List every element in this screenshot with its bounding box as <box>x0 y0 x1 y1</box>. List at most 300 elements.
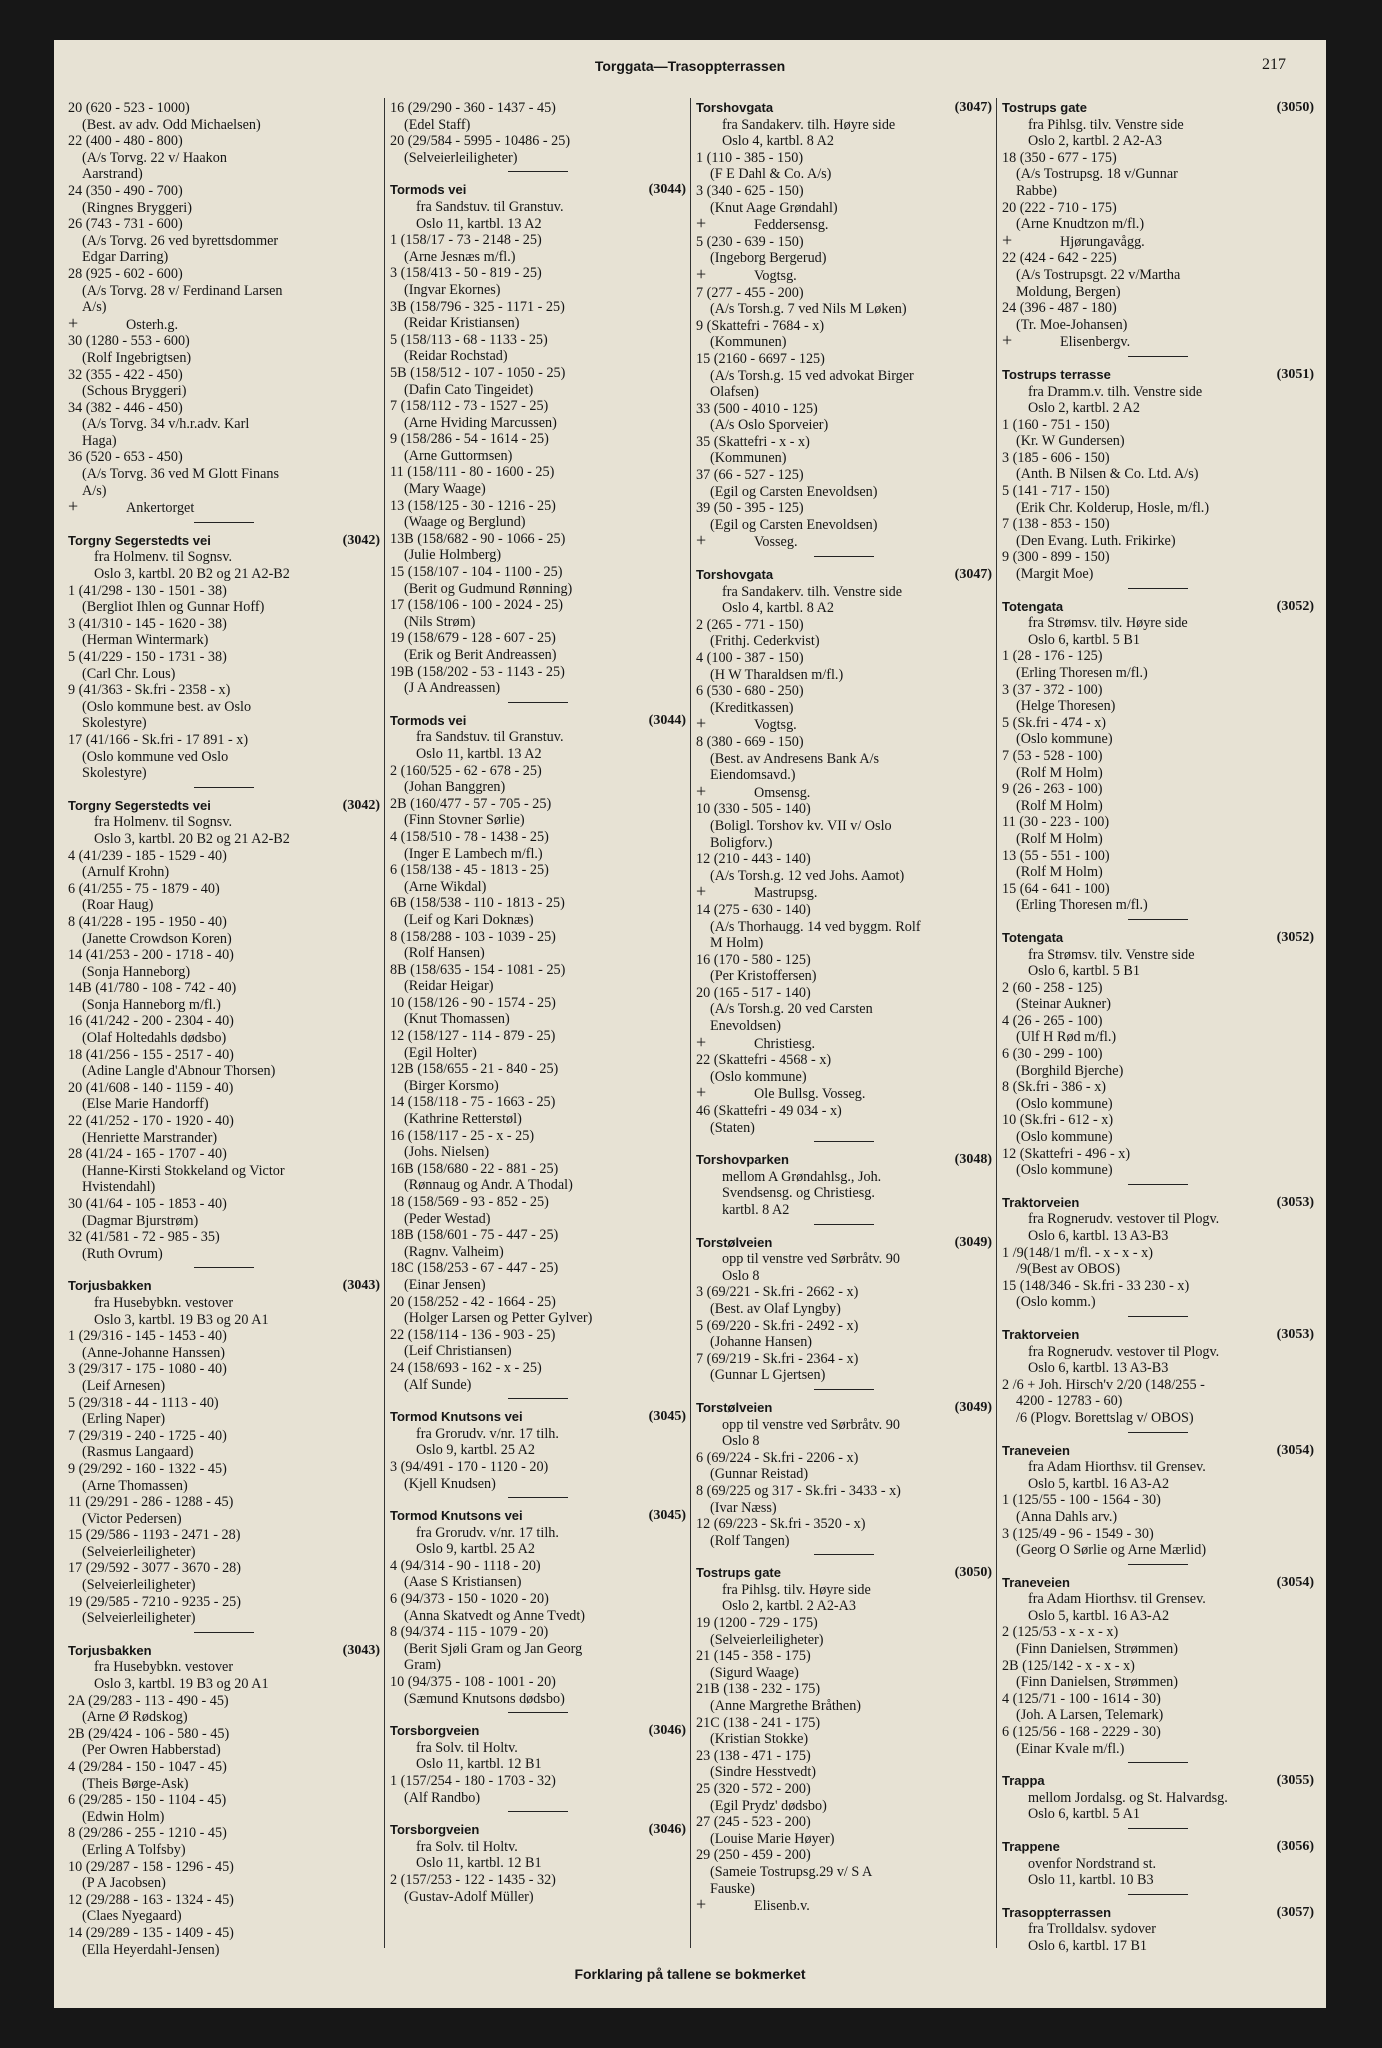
property-line: 19 (158/679 - 128 - 607 - 25) <box>390 630 556 647</box>
owner-line: (Arne Thomassen) <box>82 1477 188 1494</box>
street-description: mellom Jordalsg. og St. Halvardsg. <box>1028 1789 1228 1806</box>
owner-line: (Arne Hviding Marcussen) <box>404 414 557 431</box>
property-line: 1 /9(148/1 m/fl. - x - x - x) <box>1002 1244 1153 1261</box>
street-description: fra Strømsv. tilv. Venstre side <box>1028 946 1195 963</box>
property-line: 9 (41/363 - Sk.fri - 2358 - x) <box>68 682 231 699</box>
property-line: 6 (29/285 - 150 - 1104 - 45) <box>68 1792 227 1809</box>
owner-line: (Selveierleiligheter) <box>82 1543 196 1560</box>
street-number: (3057) <box>1276 1904 1314 1920</box>
property-line: 25 (320 - 572 - 200) <box>696 1781 811 1797</box>
property-line: 6 (158/138 - 45 - 1813 - 25) <box>390 862 549 879</box>
street-number: (3053) <box>1276 1194 1314 1210</box>
street-description: fra Adam Hiorthsv. til Grensev. <box>1028 1459 1206 1476</box>
street-name: Torshovgata <box>696 567 774 583</box>
property-line: 8 (41/228 - 195 - 1950 - 40) <box>68 913 227 930</box>
property-line: 12 (210 - 443 - 140) <box>696 851 811 868</box>
street-description: Oslo 9, kartbl. 25 A2 <box>416 1541 536 1558</box>
property-line: 20 (41/608 - 140 - 1159 - 40) <box>68 1079 234 1096</box>
separator-rule <box>1128 1564 1188 1565</box>
owner-line: (Egil Prydz' dødsbo) <box>710 1797 827 1814</box>
separator-rule <box>194 522 254 523</box>
owner-line: (Birger Korsmo) <box>404 1077 499 1094</box>
street-heading <box>1002 1773 1314 1790</box>
street-number: (3042) <box>342 532 380 548</box>
property-line: 12 (158/127 - 114 - 879 - 25) <box>390 1028 556 1045</box>
owner-line: 4200 - 12783 - 60) <box>1016 1393 1123 1410</box>
owner-line: (Sigurd Waage) <box>710 1664 799 1681</box>
property-line: 20 (620 - 523 - 1000) <box>68 100 190 116</box>
owner-line: (Reidar Heigar) <box>404 978 494 995</box>
owner-line: (Mary Waage) <box>404 481 486 498</box>
owner-line: (Johs. Nielsen) <box>404 1144 490 1161</box>
street-heading <box>68 533 380 550</box>
street-name: Tormods vei <box>390 712 467 728</box>
street-number: (3046) <box>648 1822 686 1838</box>
street-entry <box>696 100 992 557</box>
owner-line: Rabbe) <box>1016 182 1057 199</box>
street-description: Oslo 11, kartbl. 13 A2 <box>416 745 542 762</box>
owner-line: (Erik Chr. Kolderup, Hosle, m/fl.) <box>1016 499 1210 516</box>
street-description: fra Solv. til Holtv. <box>416 1838 518 1855</box>
owner-line: (Ingvar Ekornes) <box>404 281 501 298</box>
page-number: 217 <box>1262 56 1286 73</box>
street-description: Oslo 11, kartbl. 12 B1 <box>416 1855 542 1872</box>
property-line: 6B (158/538 - 110 - 1813 - 25) <box>390 895 565 912</box>
property-line: 5B (158/512 - 107 - 1050 - 25) <box>390 364 566 381</box>
owner-line: (A/s Torvg. 34 v/h.r.adv. Karl <box>82 416 250 433</box>
property-line: 10 (158/126 - 90 - 1574 - 25) <box>390 994 556 1011</box>
property-line: 24 (158/693 - 162 - x - 25) <box>390 1359 542 1376</box>
owner-line: (Oslo kommune) <box>1016 1129 1113 1146</box>
property-line: 15 (2160 - 6697 - 125) <box>696 350 825 367</box>
street-heading <box>1002 1443 1314 1460</box>
property-line: 18C (158/253 - 67 - 447 - 25) <box>390 1260 559 1277</box>
street-description: fra Pihlsg. tilv. Venstre side <box>1028 116 1184 133</box>
cross-street-icon: + <box>696 881 707 902</box>
owner-line: (Schous Bryggeri) <box>82 383 187 400</box>
owner-line: (Ulf H Rød m/fl.) <box>1016 1029 1117 1046</box>
owner-line: (Egil og Carsten Enevoldsen) <box>710 483 878 500</box>
owner-line: (Arne Guttormsen) <box>404 447 513 464</box>
property-line: 26 (743 - 731 - 600) <box>68 216 183 233</box>
property-line: 7 (53 - 528 - 100) <box>1002 747 1103 764</box>
owner-line: A/s) <box>82 482 107 499</box>
property-line: 14 (41/253 - 200 - 1718 - 40) <box>68 947 234 964</box>
property-line: 20 (158/252 - 42 - 1664 - 25) <box>390 1293 556 1310</box>
owner-line: (Ivar Næss) <box>710 1499 777 1516</box>
owner-line: (Knut Thomassen) <box>404 1011 510 1028</box>
owner-line: (Alf Randbo) <box>404 1789 481 1806</box>
owner-line: (Herman Wintermark) <box>82 632 209 649</box>
property-line: 4 (125/71 - 100 - 1614 - 30) <box>1002 1690 1161 1707</box>
street-entry <box>1002 930 1314 1185</box>
owner-line: (Alf Sunde) <box>404 1376 472 1393</box>
owner-line: (Louise Marie Høyer) <box>710 1830 835 1847</box>
street-description: opp til venstre ved Sørbråtv. 90 <box>722 1251 900 1268</box>
owner-line: (Selveierleiligheter) <box>404 149 518 166</box>
owner-line: (Ella Heyerdahl-Jensen) <box>82 1941 220 1958</box>
owner-line: (Kristian Stokke) <box>710 1731 809 1748</box>
street-number: (3050) <box>1276 100 1314 115</box>
property-line: 8 (158/288 - 103 - 1039 - 25) <box>390 928 556 945</box>
street-name: Torstølveien <box>696 1399 773 1415</box>
property-line: 33 (500 - 4010 - 125) <box>696 400 818 417</box>
street-number: (3049) <box>954 1399 992 1415</box>
owner-line: (Finn Danielsen, Strømmen) <box>1016 1674 1178 1691</box>
street-description: fra Rognerudv. vestover til Plogv. <box>1028 1211 1220 1228</box>
owner-line: (Oslo kommune) <box>1016 1095 1113 1112</box>
separator-rule <box>1128 1316 1188 1317</box>
street-heading <box>68 1278 380 1295</box>
owner-line: Skolestyre) <box>82 715 147 732</box>
street-entry <box>390 182 686 702</box>
owner-line: (Best. av Olaf Lyngby) <box>710 1300 841 1317</box>
directory-page <box>54 40 1326 2008</box>
owner-line: (Ragnv. Valheim) <box>404 1243 504 1260</box>
street-heading <box>68 1643 380 1660</box>
owner-line: (Sindre Hesstvedt) <box>710 1764 816 1781</box>
cross-street-icon: + <box>1002 229 1013 250</box>
street-heading <box>696 567 992 584</box>
street-heading <box>1002 100 1314 117</box>
property-line: 16B (158/680 - 22 - 881 - 25) <box>390 1160 559 1177</box>
property-line: 3 (69/221 - Sk.fri - 2662 - x) <box>696 1284 859 1301</box>
street-description: fra Holmenv. til Sognsv. <box>94 549 233 566</box>
property-line: 6 (41/255 - 75 - 1879 - 40) <box>68 880 220 897</box>
street-number: (3050) <box>954 1565 992 1581</box>
owner-line: (A/s Torvg. 22 v/ Haakon <box>82 149 227 166</box>
owner-line: (Theis Børge-Ask) <box>82 1775 189 1792</box>
street-description: fra Holmenv. til Sognsv. <box>94 814 233 831</box>
owner-line: (Kr. W Gundersen) <box>1016 433 1125 450</box>
owner-line: (Edwin Holm) <box>82 1808 165 1825</box>
property-line: 7 (69/219 - Sk.fri - 2364 - x) <box>696 1350 859 1367</box>
owner-line: (F E Dahl & Co. A/s) <box>710 166 832 183</box>
owner-line: (Anna Skatvedt og Anne Tvedt) <box>404 1607 585 1624</box>
owner-line: (Waage og Berglund) <box>404 514 526 531</box>
street-description: fra Sandakerv. tilh. Høyre side <box>722 116 896 133</box>
cross-street <box>1002 330 1314 351</box>
street-number: (3052) <box>1276 929 1314 945</box>
street-description: Svendsensg. og Christiesg. <box>722 1185 875 1202</box>
property-line: 5 (29/318 - 44 - 1113 - 40) <box>68 1394 219 1411</box>
street-name: Torstølveien <box>696 1234 773 1250</box>
cross-street-name: Vogtsg. <box>754 717 797 734</box>
owner-line: (Oslo kommune) <box>1016 1162 1113 1179</box>
street-name: Totengata <box>1002 598 1064 614</box>
property-line: 12 (29/288 - 163 - 1324 - 45) <box>68 1891 234 1908</box>
property-line: 7 (138 - 853 - 150) <box>1002 516 1110 533</box>
column-4 <box>1002 100 1314 1957</box>
owner-line: (Gustav-Adolf Müller) <box>404 1888 534 1905</box>
property-line: 6 (125/56 - 168 - 2229 - 30) <box>1002 1724 1161 1741</box>
property-line: 7 (29/319 - 240 - 1725 - 40) <box>68 1427 227 1444</box>
property-line: 12B (158/655 - 21 - 840 - 25) <box>390 1061 559 1078</box>
owner-line: (A/s Torvg. 26 ved byrettsdommer <box>82 232 279 249</box>
owner-line: (Egil og Carsten Enevoldsen) <box>710 516 878 533</box>
owner-line: (Sonja Hanneborg m/fl.) <box>82 996 221 1013</box>
cross-street-icon: + <box>696 713 707 734</box>
separator-rule <box>814 1554 874 1555</box>
owner-line: Edgar Darring) <box>82 249 169 266</box>
cross-street-name: Vosseg. <box>754 534 798 551</box>
owner-line: (Leif Christiansen) <box>404 1343 512 1360</box>
property-line: 23 (138 - 471 - 175) <box>696 1747 811 1764</box>
owner-line: (Henriette Marstrander) <box>82 1129 218 1146</box>
street-description: fra Grorudv. v/nr. 17 tilh. <box>416 1425 559 1442</box>
property-line: 5 (69/220 - Sk.fri - 2492 - x) <box>696 1317 859 1334</box>
separator-rule <box>194 787 254 788</box>
street-entry <box>1002 1575 1314 1764</box>
street-description: fra Adam Hiorthsv. til Grensev. <box>1028 1591 1206 1608</box>
property-line: 2 /6 + Joh. Hirsch'v 2/20 (148/255 - <box>1002 1376 1205 1393</box>
property-line: 13B (158/682 - 90 - 1066 - 25) <box>390 530 566 547</box>
street-number: (3048) <box>954 1152 992 1168</box>
separator-rule <box>1128 919 1188 920</box>
cross-street-name: Vogtsg. <box>754 267 797 284</box>
street-description: Oslo 11, kartbl. 13 A2 <box>416 215 542 232</box>
street-number: (3051) <box>1276 366 1314 382</box>
cross-street-name: Elisenbergv. <box>1060 334 1131 351</box>
cross-street-icon: + <box>696 1082 707 1103</box>
street-name: Tostrups gate <box>1002 100 1087 115</box>
owner-line: A/s) <box>82 299 107 316</box>
property-line: 21C (138 - 241 - 175) <box>696 1714 821 1731</box>
owner-line: Moldung, Bergen) <box>1016 283 1121 300</box>
property-line: 30 (41/64 - 105 - 1853 - 40) <box>68 1196 227 1212</box>
street-description: fra Trolldalsv. sydover <box>1028 1921 1156 1938</box>
cross-street-icon: + <box>696 780 707 801</box>
owner-line: (Staten) <box>710 1119 755 1136</box>
property-line: 2B (160/477 - 57 - 705 - 25) <box>390 795 552 812</box>
owner-line: (Rolf M Holm) <box>1016 764 1103 781</box>
street-description: mellom A Grøndahlsg., Joh. <box>722 1168 882 1185</box>
property-line: 9 (29/292 - 160 - 1322 - 45) <box>68 1460 227 1477</box>
property-line: 1 (28 - 176 - 125) <box>1002 648 1103 665</box>
street-description: fra Dramm.v. tilh. Venstre side <box>1028 383 1203 400</box>
street-description: Oslo 6, kartbl. 5 A1 <box>1028 1806 1140 1823</box>
separator-rule <box>1128 356 1188 357</box>
street-name: Tostrups gate <box>696 1565 781 1581</box>
property-line: 3 (94/491 - 170 - 1120 - 20) <box>390 1458 549 1475</box>
street-number: (3047) <box>954 567 992 583</box>
street-description: Oslo 6, kartbl. 5 B1 <box>1028 631 1140 648</box>
owner-line: (Claes Nyegaard) <box>82 1908 182 1925</box>
owner-line: (Janette Crowdson Koren) <box>82 930 232 947</box>
property-line: 5 (158/113 - 68 - 1133 - 25) <box>390 331 548 348</box>
property-line: 11 (158/111 - 80 - 1600 - 25) <box>390 464 555 481</box>
street-heading <box>1002 599 1314 616</box>
separator-rule <box>1128 1828 1188 1829</box>
street-description: Oslo 11, kartbl. 10 B3 <box>1028 1872 1154 1889</box>
street-name: Totengata <box>1002 929 1064 945</box>
property-line: 14 (158/118 - 75 - 1663 - 25) <box>390 1094 556 1111</box>
street-number: (3044) <box>648 712 686 728</box>
column-divider <box>384 98 385 1948</box>
street-entry <box>696 1152 992 1224</box>
property-line: 6 (30 - 299 - 100) <box>1002 1046 1103 1063</box>
street-description: Oslo 2, kartbl. 2 A2-A3 <box>1028 133 1162 150</box>
street-heading <box>1002 1839 1314 1856</box>
property-line: 22 (Skattefri - 4568 - x) <box>696 1052 832 1069</box>
property-line: 15 (64 - 641 - 100) <box>1002 880 1110 897</box>
cross-street-icon: + <box>696 1894 707 1915</box>
owner-line: Gram) <box>404 1657 442 1674</box>
property-line: 21 (145 - 358 - 175) <box>696 1648 811 1665</box>
footer-note: Forklaring på tallene se bokmerket <box>574 1966 806 1982</box>
street-description: ovenfor Nordstrand st. <box>1028 1855 1157 1872</box>
property-line: 5 (230 - 639 - 150) <box>696 233 804 250</box>
owner-line: (Rasmus Langaard) <box>82 1444 194 1461</box>
separator-rule <box>814 1141 874 1142</box>
street-name: Torjusbakken <box>68 1278 152 1294</box>
owner-line: Aarstrand) <box>82 166 143 183</box>
property-line: 1 (29/316 - 145 - 1453 - 40) <box>68 1328 227 1345</box>
owner-line: (Arne Ø Rødskog) <box>82 1709 188 1726</box>
cross-street-name: Feddersensg. <box>754 217 829 234</box>
cross-street-name: Hjørungavågg. <box>1060 233 1145 250</box>
separator-rule <box>1128 1184 1188 1185</box>
cross-street-icon: + <box>68 496 79 517</box>
cross-street-name: Ankertorget <box>126 500 195 517</box>
street-number: (3046) <box>648 1723 686 1739</box>
property-line: 24 (396 - 487 - 180) <box>1002 300 1117 317</box>
street-entry <box>1002 599 1314 920</box>
owner-line: (Rønnaug og Andr. A Thodal) <box>404 1177 573 1194</box>
cross-street <box>696 530 992 551</box>
owner-line: (Boligl. Torshov kv. VII v/ Oslo <box>710 817 892 834</box>
property-line: 10 (330 - 505 - 140) <box>696 801 811 818</box>
property-line: 4 (41/239 - 185 - 1529 - 40) <box>68 847 227 864</box>
owner-line: (Sonja Hanneborg) <box>82 963 191 980</box>
property-line: 6 (94/373 - 150 - 1020 - 20) <box>390 1591 549 1608</box>
owner-line: (Reidar Kristiansen) <box>404 315 520 332</box>
owner-line: M Holm) <box>710 935 764 952</box>
owner-line: (Edel Staff) <box>404 116 471 133</box>
owner-line: Fauske) <box>710 1880 755 1897</box>
owner-line: (Kreditkassen) <box>710 699 794 716</box>
property-line: 28 (41/24 - 165 - 1707 - 40) <box>68 1146 227 1163</box>
property-line: 12 (Skattefri - 496 - x) <box>1002 1145 1131 1162</box>
street-description: fra Husebybkn. vestover <box>94 1659 234 1676</box>
owner-line: (A/s Tostrupsg. 18 v/Gunnar <box>1016 166 1178 183</box>
owner-line: (Aase S Kristiansen) <box>404 1574 522 1591</box>
property-line: 20 (222 - 710 - 175) <box>1002 199 1117 216</box>
owner-line: (Einar Kvale m/fl.) <box>1016 1740 1125 1757</box>
property-line: 13 (55 - 551 - 100) <box>1002 847 1110 864</box>
separator-rule <box>814 1224 874 1225</box>
street-description: fra Sandakerv. tilh. Venstre side <box>722 583 903 600</box>
property-line: 18 (350 - 677 - 175) <box>1002 149 1117 166</box>
property-line: 1 (160 - 751 - 150) <box>1002 416 1110 433</box>
property-line: 2 (265 - 771 - 150) <box>696 616 804 633</box>
street-entry <box>68 798 380 1269</box>
separator-rule <box>508 171 568 172</box>
street-name: Torsborgveien <box>390 1822 480 1838</box>
property-line: 3 (125/49 - 96 - 1549 - 30) <box>1002 1525 1154 1542</box>
property-line: 16 (29/290 - 360 - 1437 - 45) <box>390 100 556 116</box>
owner-line: Olafsen) <box>710 384 759 401</box>
owner-line: (Joh. A Larsen, Telemark) <box>1016 1707 1164 1724</box>
property-line: 30 (1280 - 553 - 600) <box>68 333 190 350</box>
street-description: Oslo 3, kartbl. 20 B2 og 21 A2-B2 <box>94 830 290 847</box>
property-line: 35 (Skattefri - x - x) <box>696 433 810 450</box>
owner-line: (Roar Haug) <box>82 897 154 914</box>
owner-line: (Erik og Berit Andreassen) <box>404 647 557 663</box>
property-line: 9 (300 - 899 - 150) <box>1002 549 1110 566</box>
property-line: 21B (138 - 232 - 175) <box>696 1681 821 1698</box>
property-line: 24 (350 - 490 - 700) <box>68 182 183 199</box>
street-name: Torshovparken <box>696 1152 789 1168</box>
street-description: Oslo 9, kartbl. 25 A2 <box>416 1442 536 1459</box>
property-line: 10 (94/375 - 108 - 1001 - 20) <box>390 1674 556 1691</box>
street-heading <box>390 1508 686 1525</box>
owner-line: (Arne Wikdal) <box>404 878 487 895</box>
column-divider <box>690 98 691 1948</box>
street-number: (3056) <box>1276 1839 1314 1854</box>
owner-line: /6 (Plogv. Borettslag v/ OBOS) <box>1016 1409 1194 1426</box>
separator-rule <box>1128 588 1188 589</box>
street-heading <box>390 1822 686 1839</box>
property-line: 17 (29/592 - 3077 - 3670 - 28) <box>68 1560 241 1577</box>
property-line: 2 (125/53 - x - x - x) <box>1002 1624 1119 1641</box>
cross-street <box>696 780 992 802</box>
street-description: fra Husebybkn. vestover <box>94 1294 234 1311</box>
street-description: Oslo 6, kartbl. 13 A3-B3 <box>1028 1360 1169 1377</box>
street-number: (3053) <box>1276 1326 1314 1342</box>
owner-line: (Gunnar L Gjertsen) <box>710 1367 826 1384</box>
separator-rule <box>508 1811 568 1812</box>
street-name: Torgny Segerstedts vei <box>68 532 211 548</box>
street-number: (3043) <box>342 1278 380 1294</box>
property-line: 39 (50 - 395 - 125) <box>696 500 804 517</box>
property-line: 19B (158/202 - 53 - 1143 - 25) <box>390 663 565 680</box>
street-description: fra Rognerudv. vestover til Plogv. <box>1028 1343 1220 1360</box>
owner-line: (Oslo komm.) <box>1016 1294 1096 1311</box>
owner-line: (Berit og Gudmund Rønning) <box>404 580 573 597</box>
property-line: 32 (41/581 - 72 - 985 - 35) <box>68 1229 220 1246</box>
property-line: 27 (245 - 523 - 200) <box>696 1814 811 1831</box>
owner-line: (Oslo kommune ved Oslo <box>82 748 229 765</box>
separator-rule <box>194 1632 254 1633</box>
owner-line: (Victor Pedersen) <box>82 1510 182 1527</box>
street-heading <box>696 1235 992 1252</box>
street-name: Trappa <box>1002 1773 1045 1789</box>
street-heading <box>696 1400 992 1417</box>
property-line: 5 (Sk.fri - 474 - x) <box>1002 714 1107 731</box>
property-line: 15 (148/346 - Sk.fri - 33 230 - x) <box>1002 1277 1190 1294</box>
property-line: 3 (41/310 - 145 - 1620 - 38) <box>68 615 227 632</box>
cross-street <box>696 1082 992 1103</box>
owner-line: (Selveierleiligheter) <box>82 1610 196 1627</box>
property-line: 5 (41/229 - 150 - 1731 - 38) <box>68 649 227 665</box>
property-line: 8 (94/374 - 115 - 1079 - 20) <box>390 1624 549 1641</box>
property-line: 8 (380 - 669 - 150) <box>696 733 804 750</box>
cross-street-name: Elisenb.v. <box>754 1898 810 1915</box>
street-heading <box>1002 367 1314 384</box>
property-line: 9 (26 - 263 - 100) <box>1002 781 1103 798</box>
owner-line: (Julie Holmberg) <box>404 547 502 564</box>
street-description: Oslo 2, kartbl. 2 A2 <box>1028 400 1140 417</box>
street-number: (3042) <box>342 797 380 813</box>
owner-line: (Steinar Aukner) <box>1016 996 1111 1013</box>
street-entry <box>696 1565 992 1914</box>
owner-line: (Johan Banggren) <box>404 779 506 796</box>
owner-line: (Selveierleiligheter) <box>710 1631 824 1648</box>
owner-line: (Knut Aage Grøndahl) <box>710 199 838 216</box>
property-line: 18 (41/256 - 155 - 2517 - 40) <box>68 1046 234 1063</box>
column-2 <box>390 100 686 1907</box>
